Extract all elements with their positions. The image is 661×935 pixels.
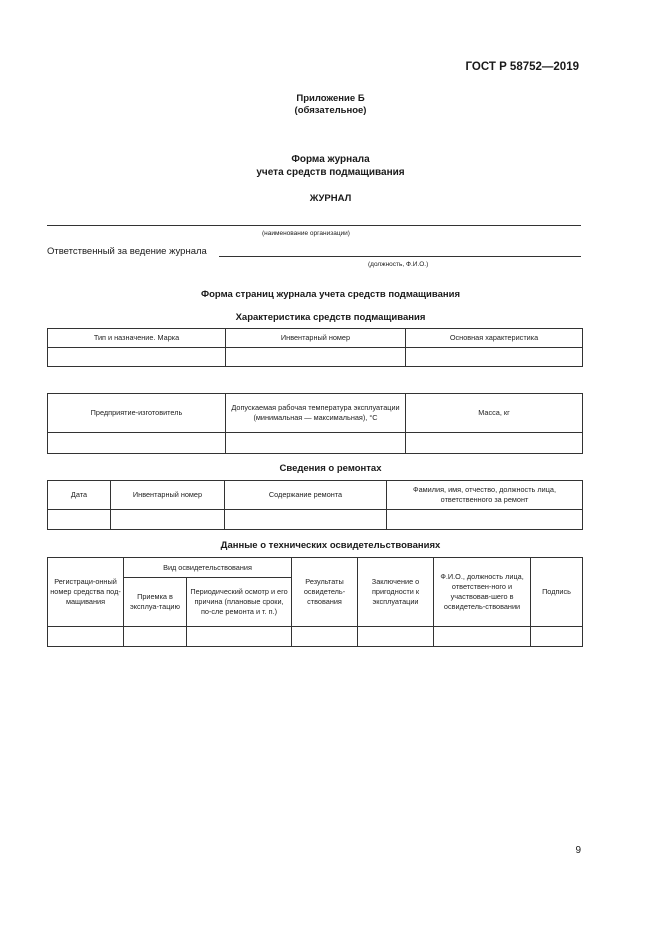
cell-empty[interactable] [124,627,187,647]
cell-empty[interactable] [48,348,226,367]
cell-empty[interactable] [292,627,358,647]
col-periodic-inspection: Периодический осмотр и его причина (плановые сроки, по-сле ремонта и т. п.) [187,578,292,627]
col-operating-temperature: Допускаемая рабочая температура эксплуатации (минимальная — максимальная), °С [226,394,406,433]
section-characteristics-title: Характеристика средств подмащивания [235,312,426,323]
col-date: Дата [48,481,111,510]
section-repairs-title: Сведения о ремонтах [279,463,382,474]
page-number: 9 [575,845,581,856]
cell-empty[interactable] [387,510,583,530]
table-row [48,627,583,647]
journal-heading: ЖУРНАЛ [309,193,352,204]
characteristics-table-1 [47,328,583,367]
responsible-label: Ответственный за ведение журнала [47,246,207,257]
pages-title: Форма страниц журнала учета средств подмащивания [200,289,460,300]
col-signature: Подпись [531,558,583,627]
cell-empty[interactable] [226,433,406,454]
col-results: Результаты освидетель-ствования [292,558,358,627]
col-registration-number: Регистраци-онный номер средства под-мащивания [48,558,124,627]
col-type-mark: Тип и назначение. Марка [48,329,226,348]
cell-empty[interactable] [406,348,583,367]
cell-empty[interactable] [111,510,225,530]
responsible-line [219,256,581,257]
group-inspection-type: Вид освидетельствования [124,558,292,578]
position-caption: (должность, Ф.И.О.) [368,261,429,268]
cell-empty[interactable] [225,510,387,530]
table-row [48,433,583,454]
col-repair-content: Содержание ремонта [225,481,387,510]
standard-number: ГОСТ Р 58752—2019 [465,61,579,73]
section-inspections-title: Данные о технических освидетельствованиях [220,540,441,551]
cell-empty[interactable] [358,627,434,647]
col-inventory-number: Инвентарный номер [226,329,406,348]
col-inventory-number: Инвентарный номер [111,481,225,510]
repairs-table [47,480,583,530]
cell-empty[interactable] [48,510,111,530]
cell-empty[interactable] [434,627,531,647]
cell-empty[interactable] [48,627,124,647]
inspections-table [47,557,583,647]
form-title-line1: Форма журнала [291,154,370,165]
appendix-status: (обязательное) [294,105,367,116]
organization-caption: (наименование организации) [262,230,350,237]
form-title-line2: учета средств подмащивания [256,167,405,178]
cell-empty[interactable] [48,433,226,454]
col-commissioning: Приемка в эксплуа-тацию [124,578,187,627]
table-row [48,348,583,367]
col-conclusion: Заключение о пригодности к эксплуатации [358,558,434,627]
col-manufacturer: Предприятие-изготовитель [48,394,226,433]
table-row [48,510,583,530]
col-responsible-person: Ф.И.О., должность лица, ответствен-ного и участвовав-шего в освидетель-ствовании [434,558,531,627]
cell-empty[interactable] [226,348,406,367]
col-responsible-person: Фамилия, имя, отчество, должность лица, ответственного за ремонт [387,481,583,510]
appendix-title: Приложение Б [296,93,365,104]
organization-line [47,225,581,226]
characteristics-table-2 [47,393,583,454]
col-mass: Масса, кг [406,394,583,433]
col-main-characteristic: Основная характеристика [406,329,583,348]
cell-empty[interactable] [187,627,292,647]
cell-empty[interactable] [531,627,583,647]
cell-empty[interactable] [406,433,583,454]
